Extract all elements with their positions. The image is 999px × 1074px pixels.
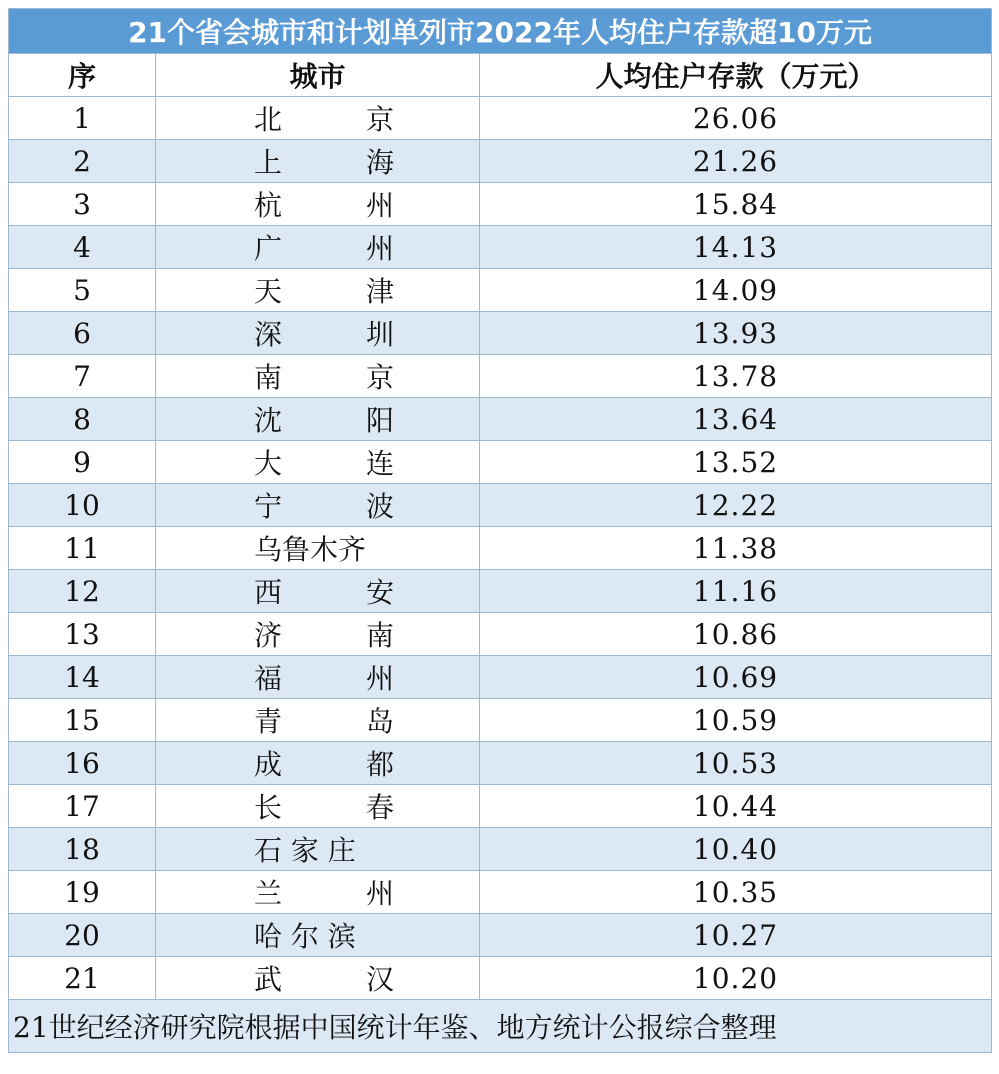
row-deposit: 10.53 — [480, 742, 992, 785]
row-deposit: 13.52 — [480, 441, 992, 484]
row-index: 7 — [9, 355, 156, 398]
source-note: 21世纪经济研究院根据中国统计年鉴、地方统计公报综合整理 — [9, 1000, 992, 1053]
table-row — [9, 828, 992, 871]
row-index: 20 — [9, 914, 156, 957]
header-deposit: 人均住户存款（万元） — [480, 54, 992, 97]
row-city: 青 岛 — [156, 699, 480, 742]
row-deposit: 13.93 — [480, 312, 992, 355]
header-index: 序 — [9, 54, 156, 97]
table-row — [9, 527, 992, 570]
row-city: 乌鲁木齐 — [156, 527, 480, 570]
table-row — [9, 656, 992, 699]
row-city: 长 春 — [156, 785, 480, 828]
row-index: 8 — [9, 398, 156, 441]
row-index: 3 — [9, 183, 156, 226]
row-deposit: 10.44 — [480, 785, 992, 828]
footer-row — [9, 1000, 992, 1053]
row-city: 宁 波 — [156, 484, 480, 527]
table-row — [9, 398, 992, 441]
row-index: 15 — [9, 699, 156, 742]
row-index: 18 — [9, 828, 156, 871]
row-deposit: 11.16 — [480, 570, 992, 613]
row-deposit: 10.27 — [480, 914, 992, 957]
row-deposit: 14.13 — [480, 226, 992, 269]
row-city: 天 津 — [156, 269, 480, 312]
row-deposit: 10.35 — [480, 871, 992, 914]
row-deposit: 10.40 — [480, 828, 992, 871]
table-row — [9, 312, 992, 355]
row-deposit: 21.26 — [480, 140, 992, 183]
table-row — [9, 355, 992, 398]
table-row — [9, 226, 992, 269]
row-deposit: 13.78 — [480, 355, 992, 398]
row-deposit: 15.84 — [480, 183, 992, 226]
row-city: 深 圳 — [156, 312, 480, 355]
table-row — [9, 742, 992, 785]
table-row — [9, 97, 992, 140]
data-table — [8, 8, 992, 1053]
row-deposit: 10.20 — [480, 957, 992, 1000]
row-city: 济 南 — [156, 613, 480, 656]
table-row — [9, 441, 992, 484]
table-row — [9, 183, 992, 226]
row-deposit: 26.06 — [480, 97, 992, 140]
row-index: 19 — [9, 871, 156, 914]
header-city: 城市 — [156, 54, 480, 97]
row-city: 上 海 — [156, 140, 480, 183]
row-city: 沈 阳 — [156, 398, 480, 441]
table-row — [9, 785, 992, 828]
row-index: 13 — [9, 613, 156, 656]
row-deposit: 12.22 — [480, 484, 992, 527]
row-city: 成 都 — [156, 742, 480, 785]
table-row — [9, 484, 992, 527]
row-city: 福 州 — [156, 656, 480, 699]
row-city: 石 家 庄 — [156, 828, 480, 871]
row-deposit: 10.86 — [480, 613, 992, 656]
row-city: 武 汉 — [156, 957, 480, 1000]
row-index: 16 — [9, 742, 156, 785]
table-row — [9, 914, 992, 957]
row-index: 14 — [9, 656, 156, 699]
row-city: 大 连 — [156, 441, 480, 484]
row-deposit: 10.59 — [480, 699, 992, 742]
row-index: 21 — [9, 957, 156, 1000]
row-index: 11 — [9, 527, 156, 570]
row-deposit: 13.64 — [480, 398, 992, 441]
row-city: 广 州 — [156, 226, 480, 269]
row-index: 4 — [9, 226, 156, 269]
table-row — [9, 699, 992, 742]
row-index: 10 — [9, 484, 156, 527]
row-index: 9 — [9, 441, 156, 484]
row-index: 5 — [9, 269, 156, 312]
table-title: 21个省会城市和计划单列市2022年人均住户存款超10万元 — [9, 9, 992, 54]
table-row — [9, 613, 992, 656]
table-row — [9, 871, 992, 914]
row-index: 2 — [9, 140, 156, 183]
row-city: 兰 州 — [156, 871, 480, 914]
row-city: 哈 尔 滨 — [156, 914, 480, 957]
row-index: 12 — [9, 570, 156, 613]
table-row — [9, 957, 992, 1000]
header-row — [9, 54, 992, 97]
title-row — [9, 9, 992, 54]
row-index: 6 — [9, 312, 156, 355]
row-deposit: 11.38 — [480, 527, 992, 570]
row-deposit: 10.69 — [480, 656, 992, 699]
row-city: 南 京 — [156, 355, 480, 398]
table-row — [9, 269, 992, 312]
table-row — [9, 140, 992, 183]
row-city: 杭 州 — [156, 183, 480, 226]
row-deposit: 14.09 — [480, 269, 992, 312]
row-city: 北 京 — [156, 97, 480, 140]
table-row — [9, 570, 992, 613]
row-index: 17 — [9, 785, 156, 828]
row-city: 西 安 — [156, 570, 480, 613]
row-index: 1 — [9, 97, 156, 140]
